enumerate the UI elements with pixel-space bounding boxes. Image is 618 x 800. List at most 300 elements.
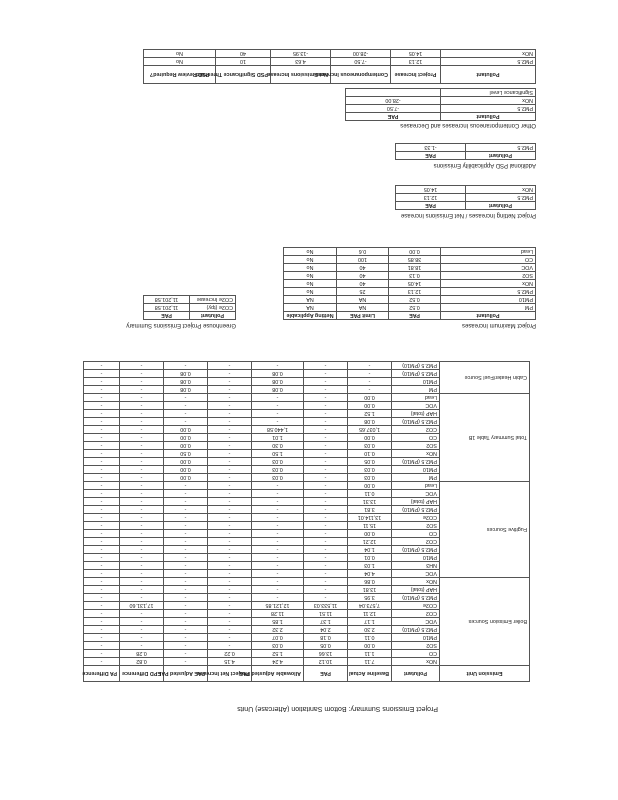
table-cell: HAP (total) <box>392 498 440 506</box>
table-header-row <box>346 113 536 121</box>
table-cell: 0.00 <box>164 442 208 450</box>
table-cell: - <box>208 538 252 546</box>
table-cell: 0.05 <box>304 642 348 650</box>
table-cell: HAP (total) <box>392 586 440 594</box>
column-header: PSD Significance Threshold <box>216 66 271 84</box>
table-cell: - <box>304 426 348 434</box>
table-cell: VOC <box>392 402 440 410</box>
table-cell: - <box>208 370 252 378</box>
column-header: Project Increase <box>391 66 441 84</box>
table-cell: - <box>120 426 164 434</box>
table-cell: - <box>304 370 348 378</box>
table-cell: - <box>84 634 120 642</box>
table-cell: - <box>208 578 252 586</box>
table-cell: 11,533.03 <box>304 602 348 610</box>
table-cell: NOx <box>441 97 536 105</box>
emission-unit-cell: Boiler Emission Sources <box>440 578 530 666</box>
table-cell: PM2.5 (PM10) <box>392 506 440 514</box>
table-cell: 0.50 <box>164 450 208 458</box>
table-cell: PM <box>392 474 440 482</box>
table-cell: - <box>252 546 304 554</box>
table-cell: 1.11 <box>348 650 392 658</box>
table-cell: 0.18 <box>304 634 348 642</box>
table-cell: - <box>84 506 120 514</box>
table-row <box>144 50 536 58</box>
table-cell: CO <box>392 650 440 658</box>
table-row <box>284 280 536 288</box>
table-cell: - <box>164 642 208 650</box>
table-cell: - <box>304 378 348 386</box>
table-cell: No <box>284 280 337 288</box>
table-cell: - <box>164 362 208 370</box>
table-cell: - <box>84 586 120 594</box>
column-header: Pollutant <box>441 66 536 84</box>
table-cell: 13.31 <box>348 498 392 506</box>
table-cell: CO <box>392 530 440 538</box>
table-cell: - <box>252 562 304 570</box>
table-cell: - <box>164 490 208 498</box>
table-cell: - <box>208 402 252 410</box>
table-cell: - <box>120 458 164 466</box>
table-cell: PM2.5 <box>441 58 536 66</box>
column-header: PSD Review Required? <box>144 66 216 84</box>
table-cell: VOC <box>441 264 536 272</box>
table-cell: - <box>120 538 164 546</box>
table-cell: - <box>252 418 304 426</box>
table-cell: - <box>120 570 164 578</box>
table-cell: - <box>252 522 304 530</box>
table-row <box>346 97 536 105</box>
table-cell: -13.95 <box>271 50 331 58</box>
table-cell: 0.00 <box>164 474 208 482</box>
table-cell: 4.04 <box>348 570 392 578</box>
table-cell: -1.33 <box>396 144 466 152</box>
table-row <box>284 272 536 280</box>
psd-summary-table <box>143 49 536 84</box>
table-cell: - <box>84 530 120 538</box>
table-cell: - <box>84 514 120 522</box>
table-cell: - <box>120 530 164 538</box>
table-header-row <box>396 202 536 210</box>
table-cell: No <box>144 58 216 66</box>
table-cell: 17,131.60 <box>120 602 164 610</box>
table-cell: - <box>208 498 252 506</box>
table-cell: 0.86 <box>348 578 392 586</box>
table-cell: 0.00 <box>164 458 208 466</box>
table-cell: - <box>84 458 120 466</box>
table-cell: - <box>208 610 252 618</box>
table-cell: - <box>84 570 120 578</box>
table-cell: - <box>304 394 348 402</box>
table-cell: - <box>208 586 252 594</box>
table-cell: - <box>164 482 208 490</box>
table-cell: 0.03 <box>252 474 304 482</box>
table-caption: Additional PSD Applicability Emissions <box>433 162 536 168</box>
table-cell: - <box>252 586 304 594</box>
table-cell: - <box>84 378 120 386</box>
table-cell: - <box>84 602 120 610</box>
table-cell: - <box>304 474 348 482</box>
table-cell: CO <box>441 256 536 264</box>
contemporaneous-table <box>345 88 536 121</box>
table-cell: NOx <box>392 658 440 666</box>
table-cell: - <box>208 418 252 426</box>
table-cell: SO2 <box>392 522 440 530</box>
table-cell: 0.03 <box>252 458 304 466</box>
table-cell: VOC <box>392 570 440 578</box>
table-cell: - <box>164 530 208 538</box>
table-cell: 0.00 <box>348 402 392 410</box>
table-cell: 4.24 <box>252 658 304 666</box>
table-cell: - <box>208 570 252 578</box>
table-row <box>396 186 536 194</box>
table-cell: - <box>208 626 252 634</box>
table-cell: - <box>120 578 164 586</box>
table-cell: NA <box>284 304 337 312</box>
column-header: Baseline Actual <box>348 666 392 682</box>
table-cell: - <box>164 570 208 578</box>
table-cell: NH3 <box>392 562 440 570</box>
table-cell: PM2.5 (PM10) <box>392 362 440 370</box>
table-cell: - <box>164 618 208 626</box>
table-cell: - <box>252 570 304 578</box>
table-row <box>396 144 536 152</box>
table-cell: - <box>84 546 120 554</box>
table-cell: - <box>208 386 252 394</box>
table-cell: - <box>164 522 208 530</box>
table-cell: - <box>304 482 348 490</box>
table-cell: 0.00 <box>348 642 392 650</box>
table-cell: - <box>164 658 208 666</box>
table-cell: - <box>84 386 120 394</box>
emission-unit-cell: Cabin Heater/Fuel Source <box>440 362 530 394</box>
table-header-row <box>144 66 536 84</box>
table-cell: NOx <box>441 50 536 58</box>
table-cell: 0.82 <box>120 658 164 666</box>
table-cell: - <box>120 394 164 402</box>
column-header: PAE <box>396 202 466 210</box>
table-cell: 1.03 <box>348 562 392 570</box>
table-cell: - <box>84 562 120 570</box>
table-cell: CO2 <box>392 538 440 546</box>
table-cell: PM2.5 <box>441 105 536 113</box>
table-caption: Project Maximum Increases <box>461 322 536 328</box>
table-cell: - <box>208 546 252 554</box>
table-cell: No <box>284 248 337 256</box>
table-cell: - <box>208 434 252 442</box>
table-cell: 11.28 <box>252 610 304 618</box>
table-cell: 14.05 <box>389 280 441 288</box>
table-cell: 12.11 <box>348 610 392 618</box>
table-cell: No <box>284 264 337 272</box>
table-cell: PM2.5 <box>466 194 536 202</box>
table-cell: - <box>84 538 120 546</box>
table-cell: - <box>120 402 164 410</box>
table-cell: - <box>348 362 392 370</box>
table-cell: 0.08 <box>252 386 304 394</box>
table-cell: NOx <box>392 578 440 586</box>
table-cell: - <box>120 450 164 458</box>
table-cell: 18.81 <box>389 264 441 272</box>
table-cell: - <box>164 394 208 402</box>
table-cell: PM2.5 (PM10) <box>392 594 440 602</box>
table-cell: No <box>284 272 337 280</box>
table-cell: CO2 <box>392 426 440 434</box>
table-cell: 11.51 <box>304 610 348 618</box>
table-cell: - <box>120 482 164 490</box>
table-cell: - <box>120 498 164 506</box>
column-header: Project Net Increase <box>208 666 252 682</box>
table-cell: - <box>84 650 120 658</box>
psd-applicability-table <box>395 143 536 160</box>
table-row <box>284 296 536 304</box>
table-cell: - <box>252 482 304 490</box>
table-row <box>84 658 530 666</box>
table-cell: - <box>120 378 164 386</box>
table-cell: 0.00 <box>389 248 441 256</box>
table-cell: 1.01 <box>252 434 304 442</box>
table-cell: - <box>208 442 252 450</box>
table-cell: - <box>84 482 120 490</box>
table-cell: SO2 <box>392 442 440 450</box>
table-cell: 0.08 <box>348 418 392 426</box>
table-cell: - <box>120 610 164 618</box>
table-cell: 0.00 <box>348 434 392 442</box>
table-cell: - <box>208 410 252 418</box>
table-cell: - <box>348 386 392 394</box>
table-cell: 15.11 <box>348 522 392 530</box>
table-cell: 13.66 <box>304 650 348 658</box>
table-cell: - <box>164 578 208 586</box>
table-cell: PM10 <box>392 466 440 474</box>
table-cell: 0.08 <box>252 370 304 378</box>
table-cell: Lead <box>441 248 536 256</box>
table-cell: - <box>120 506 164 514</box>
table-cell: - <box>84 402 120 410</box>
table-row <box>284 256 536 264</box>
table-cell: - <box>208 522 252 530</box>
table-cell: SO2 <box>392 642 440 650</box>
table-cell: - <box>164 626 208 634</box>
table-cell: - <box>120 418 164 426</box>
table-cell: - <box>304 578 348 586</box>
table-caption: Greenhouse Project Emissions Summary <box>126 322 236 328</box>
table-cell: - <box>304 466 348 474</box>
emission-unit-cell: Fugitive Sources <box>440 482 530 578</box>
table-cell: 0.03 <box>252 466 304 474</box>
table-cell: - <box>304 442 348 450</box>
table-cell: NOx <box>392 450 440 458</box>
table-cell: - <box>84 626 120 634</box>
table-cell: Lead <box>392 394 440 402</box>
table-cell: 1.85 <box>252 618 304 626</box>
table-cell: - <box>84 370 120 378</box>
table-cell: - <box>84 554 120 562</box>
column-header: Pollutant <box>441 113 536 121</box>
table-cell: 10 <box>216 58 271 66</box>
table-cell: PM10 <box>441 296 536 304</box>
table-cell: 2.04 <box>304 626 348 634</box>
table-cell: -28.00 <box>346 97 441 105</box>
table-cell: 40 <box>337 264 389 272</box>
table-cell: CO2e (tpy) <box>190 304 236 312</box>
table-cell: - <box>84 490 120 498</box>
column-header: Emission Unit <box>440 666 530 682</box>
column-header: EPD Difference <box>120 666 164 682</box>
table-cell: 0.52 <box>389 304 441 312</box>
table-cell: 7,573.04 <box>348 602 392 610</box>
table-cell: - <box>208 602 252 610</box>
table-cell: 1.17 <box>348 618 392 626</box>
table-cell: - <box>120 474 164 482</box>
table-cell: - <box>120 586 164 594</box>
table-cell: 11,201.58 <box>144 304 190 312</box>
table-cell: - <box>120 546 164 554</box>
table-cell: - <box>252 490 304 498</box>
table-row <box>284 288 536 296</box>
table-cell: - <box>304 490 348 498</box>
table-cell: - <box>120 386 164 394</box>
table-cell: - <box>164 650 208 658</box>
table-cell <box>346 89 441 97</box>
table-cell: - <box>84 418 120 426</box>
table-cell: - <box>304 546 348 554</box>
table-cell: - <box>120 642 164 650</box>
table-cell: 12.13 <box>391 58 441 66</box>
greenhouse-table <box>143 295 236 320</box>
table-cell: - <box>120 410 164 418</box>
table-cell: 0.22 <box>208 650 252 658</box>
table-cell: - <box>304 530 348 538</box>
table-cell: PM10 <box>392 378 440 386</box>
column-header: Netting Applicable <box>284 312 337 320</box>
table-row <box>284 248 536 256</box>
table-cell: 12.13 <box>396 194 466 202</box>
table-cell: 0.01 <box>348 554 392 562</box>
table-cell: 0.28 <box>120 650 164 658</box>
column-header: PAE <box>304 666 348 682</box>
table-row <box>284 264 536 272</box>
table-cell: - <box>252 594 304 602</box>
table-cell: 0.08 <box>252 378 304 386</box>
table-cell: - <box>120 362 164 370</box>
table-cell: 4.15 <box>208 658 252 666</box>
table-cell: PM2.5 (PM10) <box>392 370 440 378</box>
table-cell: - <box>164 410 208 418</box>
table-cell: - <box>164 514 208 522</box>
table-cell: NOx <box>441 280 536 288</box>
table-cell: - <box>252 578 304 586</box>
table-cell: - <box>304 522 348 530</box>
table-cell: - <box>164 538 208 546</box>
table-cell: CO2e <box>392 602 440 610</box>
table-cell: - <box>208 594 252 602</box>
table-cell: PM2.5 (PM10) <box>392 546 440 554</box>
table-cell: - <box>84 434 120 442</box>
table-cell: 0.11 <box>348 634 392 642</box>
table-cell: 40 <box>337 280 389 288</box>
table-cell: - <box>164 554 208 562</box>
column-header: PAE <box>346 113 441 121</box>
table-cell: PM <box>392 386 440 394</box>
table-cell: - <box>304 570 348 578</box>
table-cell: - <box>252 530 304 538</box>
table-cell: - <box>84 618 120 626</box>
table-cell: 100 <box>337 256 389 264</box>
column-header: Allowable Adjusted PAE <box>252 666 304 682</box>
table-cell: - <box>348 378 392 386</box>
table-cell: Significance Level <box>441 89 536 97</box>
table-cell: - <box>208 634 252 642</box>
table-cell: 25 <box>337 288 389 296</box>
table-cell: 0.13 <box>389 272 441 280</box>
table-cell: - <box>84 410 120 418</box>
table-cell: - <box>164 562 208 570</box>
table-header-row <box>284 312 536 320</box>
table-cell: - <box>304 386 348 394</box>
table-cell: CO2e Increase <box>190 296 236 304</box>
table-cell: 0.10 <box>348 450 392 458</box>
table-cell: 12.21 <box>348 538 392 546</box>
table-cell: 0.11 <box>348 490 392 498</box>
table-cell: - <box>208 458 252 466</box>
table-cell: - <box>208 378 252 386</box>
table-cell: 1.37 <box>304 618 348 626</box>
table-cell: CO <box>392 434 440 442</box>
table-header-row <box>144 312 236 320</box>
table-cell: 11,201.58 <box>144 296 190 304</box>
column-header: Pollutant <box>190 312 236 320</box>
table-cell: - <box>84 426 120 434</box>
table-cell: - <box>208 554 252 562</box>
table-cell: - <box>120 618 164 626</box>
table-cell: - <box>84 594 120 602</box>
table-cell: 0.6 <box>337 248 389 256</box>
table-cell: CO2 <box>392 610 440 618</box>
table-cell: -7.50 <box>346 105 441 113</box>
table-cell: - <box>120 514 164 522</box>
table-row <box>144 58 536 66</box>
table-cell: - <box>252 394 304 402</box>
table-cell: -7.50 <box>331 58 391 66</box>
table-cell: - <box>304 410 348 418</box>
table-cell: 0.03 <box>348 442 392 450</box>
table-row <box>396 194 536 202</box>
table-cell: VOC <box>392 490 440 498</box>
table-row <box>84 386 530 394</box>
table-cell: - <box>252 402 304 410</box>
table-cell: - <box>120 490 164 498</box>
table-cell: 0.03 <box>348 474 392 482</box>
table-cell: - <box>120 442 164 450</box>
table-cell: 1.52 <box>252 650 304 658</box>
table-cell: PM2.5 (PM10) <box>392 626 440 634</box>
table-cell: - <box>84 442 120 450</box>
table-cell: - <box>304 586 348 594</box>
table-cell: 1.52 <box>348 410 392 418</box>
table-cell: - <box>120 562 164 570</box>
table-cell: - <box>84 642 120 650</box>
table-cell: 0.08 <box>164 386 208 394</box>
table-cell: - <box>84 394 120 402</box>
table-cell: 10.12 <box>304 658 348 666</box>
table-cell: - <box>208 394 252 402</box>
table-cell: - <box>120 434 164 442</box>
table-cell: - <box>84 658 120 666</box>
table-cell: - <box>252 362 304 370</box>
table-cell: 40 <box>216 50 271 58</box>
table-cell: - <box>304 362 348 370</box>
